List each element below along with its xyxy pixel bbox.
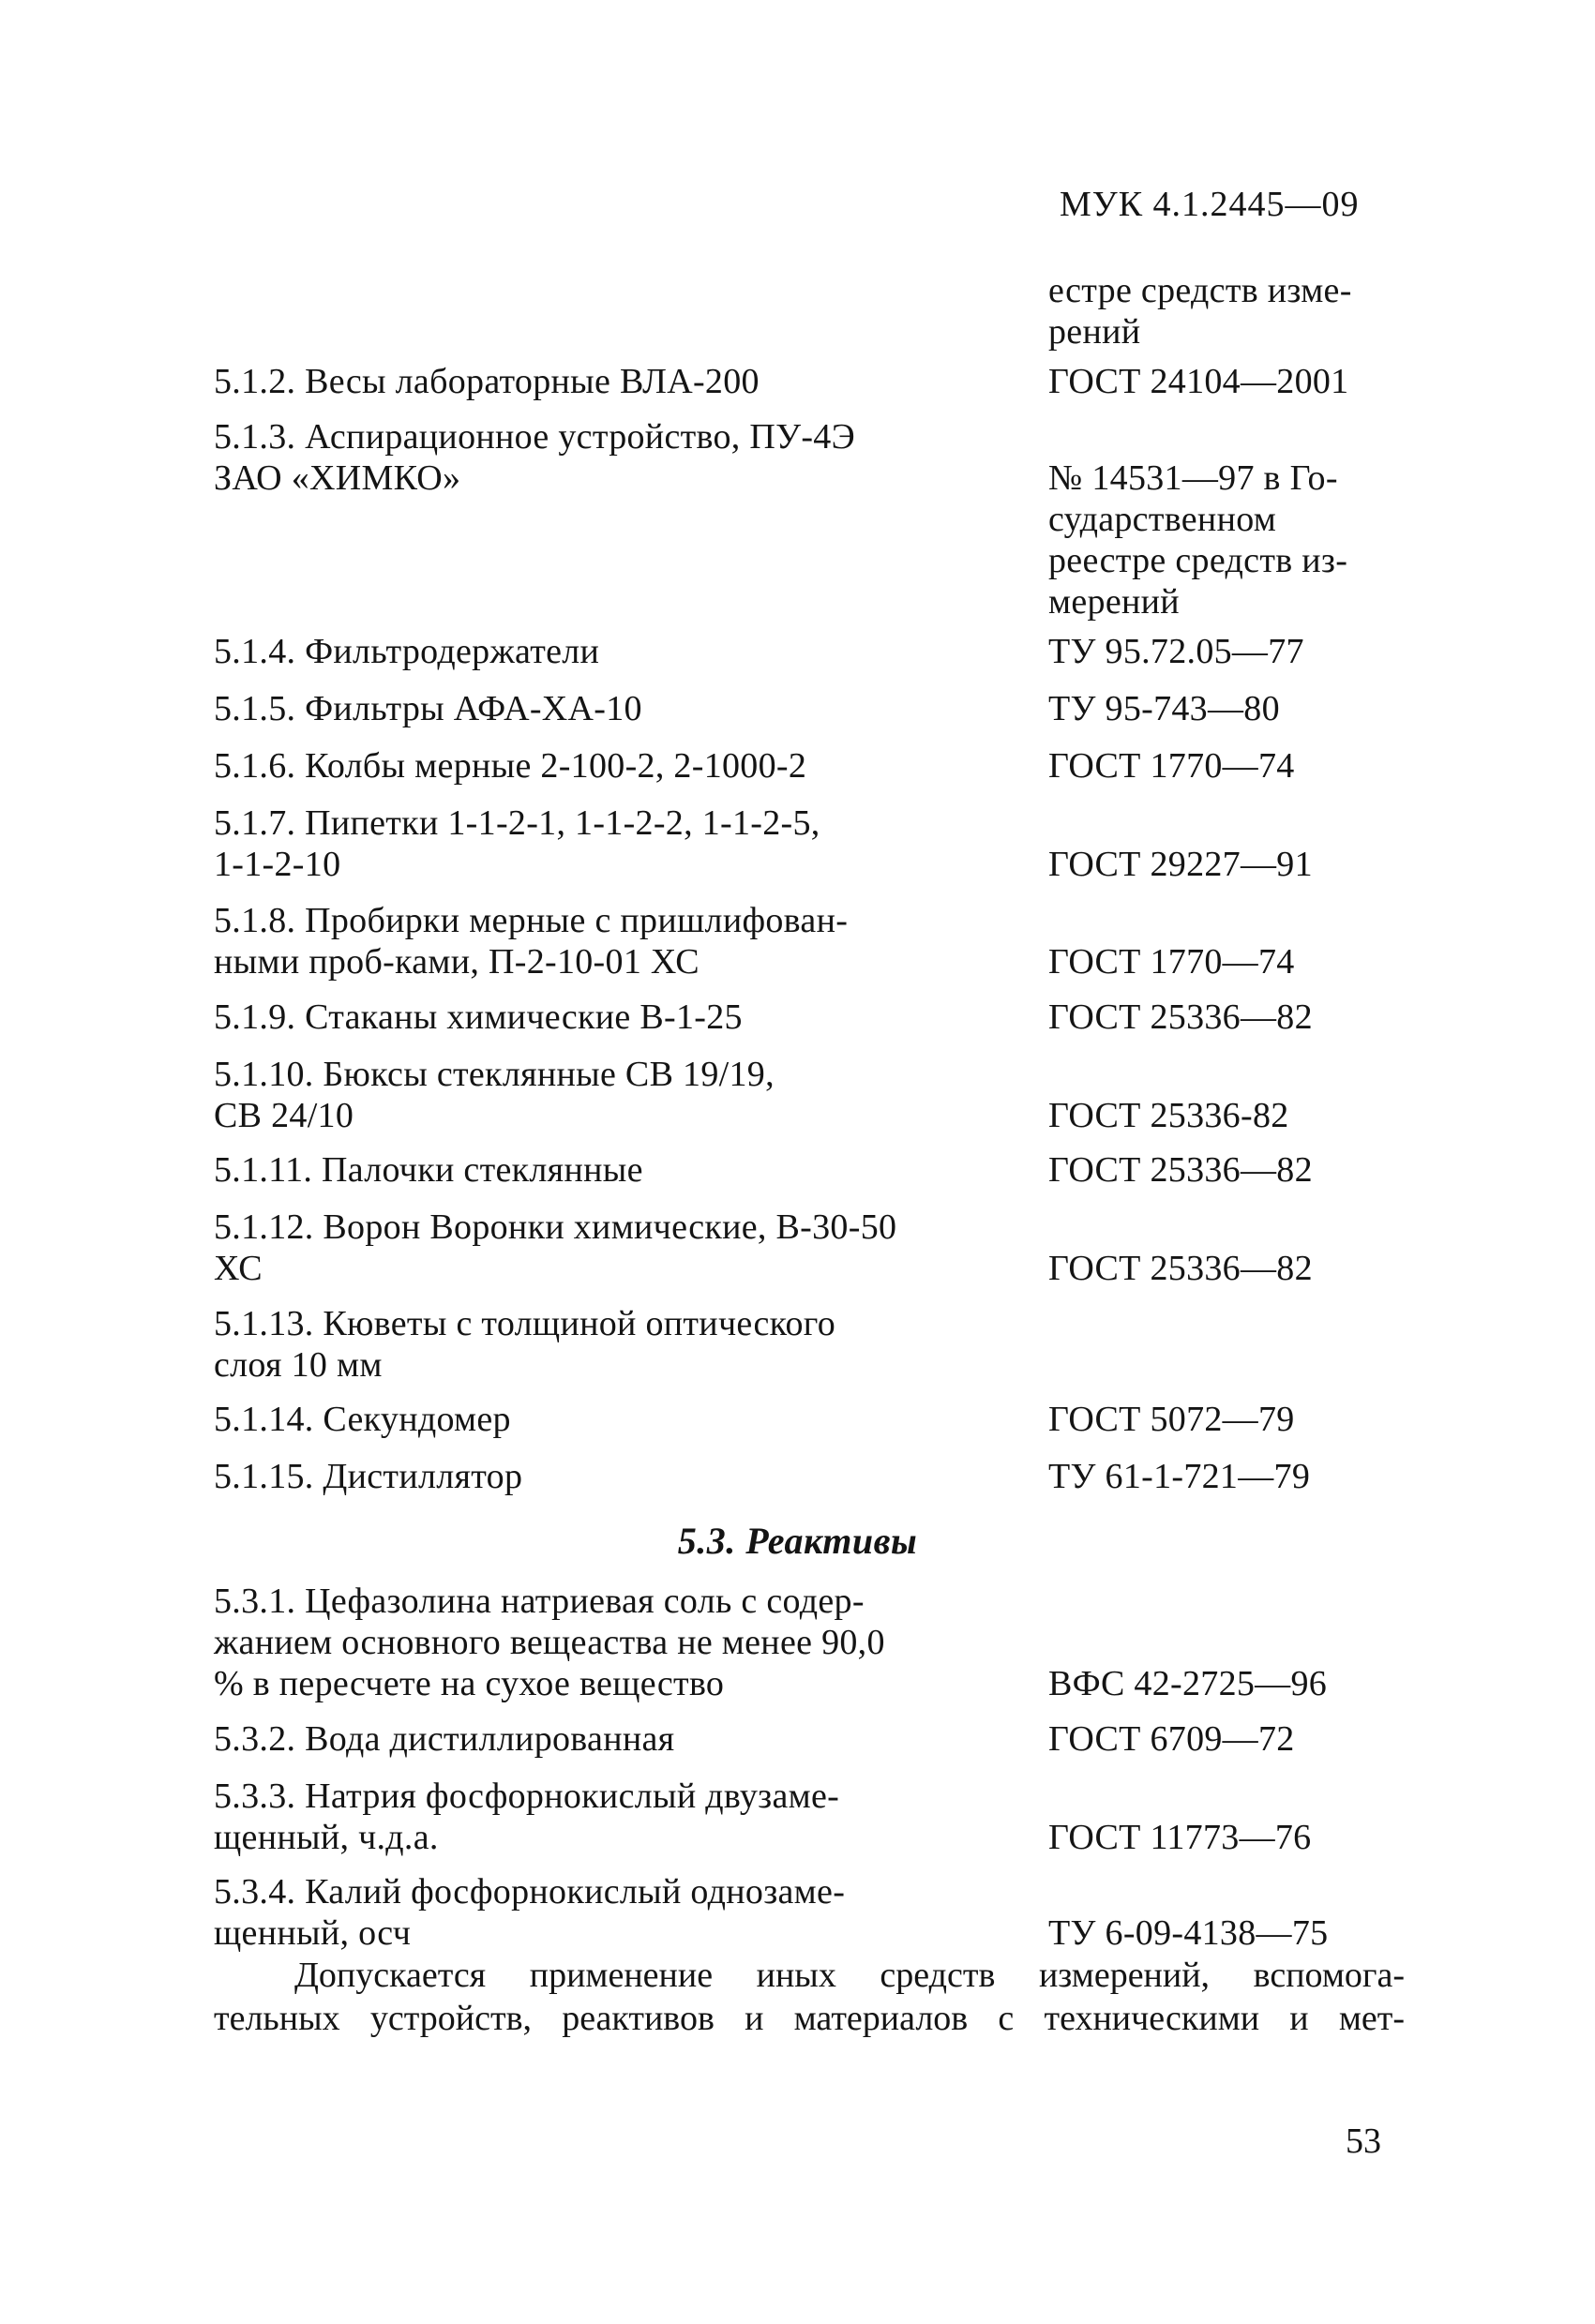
item-label-1: 5.1.2. Весы лабораторные ВЛА-200 xyxy=(214,362,760,401)
closing-paragraph xyxy=(214,1954,1405,2040)
item-standard-8: ГОСТ 25336—82 xyxy=(1048,997,1313,1037)
item-standard-9: ГОСТ 25336-82 xyxy=(1048,1096,1289,1135)
item-standard-14: ТУ 61-1-721—79 xyxy=(1048,1457,1311,1496)
reagent-label-2: 5.3.3. Натрия фосфорнокислый двузаме- щенный, ч.д.а. xyxy=(214,1777,840,1857)
reagent-label-0: 5.3.1. Цефазолина натриевая соль с содер- жанием основного вещеаства не менее 90,0 % в пересчете на сухое вещество xyxy=(214,1582,885,1703)
section-title: 5.3. Реактивы xyxy=(677,1520,918,1562)
item-label-10: 5.1.11. Палочки стеклянные xyxy=(214,1150,643,1190)
item-standard-0: естре средств изме- рений xyxy=(1048,271,1352,352)
item-standard-4: ТУ 95-743—80 xyxy=(1048,689,1280,728)
reagent-standard-1: ГОСТ 6709—72 xyxy=(1048,1719,1295,1759)
item-label-14: 5.1.15. Дистиллятор xyxy=(214,1457,523,1496)
document-code-header: МУК 4.1.2445—09 xyxy=(1060,185,1360,224)
item-standard-10: ГОСТ 25336—82 xyxy=(1048,1150,1313,1190)
item-label-2: 5.1.3. Аспирационное устройство, ПУ-4Э ЗАО «ХИМКО» xyxy=(214,417,855,498)
item-standard-5: ГОСТ 1770—74 xyxy=(1048,746,1295,786)
item-standard-2: № 14531—97 в Го- сударственном реестре средств из- мерений xyxy=(1048,458,1348,622)
page-number: 53 xyxy=(1346,2122,1381,2161)
item-label-8: 5.1.9. Стаканы химические В-1-25 xyxy=(214,997,743,1037)
item-label-6: 5.1.7. Пипетки 1-1-2-1, 1-1-2-2, 1-1-2-5, 1-1-2-10 xyxy=(214,803,820,884)
item-standard-6: ГОСТ 29227—91 xyxy=(1048,845,1313,884)
reagent-standard-2: ГОСТ 11773—76 xyxy=(1048,1818,1312,1857)
item-standard-13: ГОСТ 5072—79 xyxy=(1048,1400,1295,1439)
reagent-label-1: 5.3.2. Вода дистиллированная xyxy=(214,1719,675,1759)
item-label-13: 5.1.14. Секундомер xyxy=(214,1400,511,1439)
paragraph-line-2: тельных устройств, реактивов и материалов с техническими и мет- xyxy=(214,1999,1405,2038)
item-label-7: 5.1.8. Пробирки мерные с пришлифован- ными проб-ками, П-2-10-01 ХС xyxy=(214,901,849,982)
item-label-3: 5.1.4. Фильтродержатели xyxy=(214,632,600,671)
paragraph-line-1: Допускается применение иных средств измерений, вспомога- xyxy=(294,1956,1405,1995)
item-label-9: 5.1.10. Бюксы стеклянные СВ 19/19, СВ 24/10 xyxy=(214,1055,775,1135)
item-label-12: 5.1.13. Кюветы с толщиной оптического слоя 10 мм xyxy=(214,1304,835,1385)
item-label-4: 5.1.5. Фильтры АФА-ХА-10 xyxy=(214,689,642,728)
item-standard-1: ГОСТ 24104—2001 xyxy=(1048,362,1349,401)
item-standard-3: ТУ 95.72.05—77 xyxy=(1048,632,1304,671)
reagent-standard-3: ТУ 6-09-4138—75 xyxy=(1048,1913,1329,1953)
item-label-5: 5.1.6. Колбы мерные 2-100-2, 2-1000-2 xyxy=(214,746,807,786)
item-label-11: 5.1.12. Ворон Воронки химические, В-30-50 ХС xyxy=(214,1207,897,1288)
reagent-label-3: 5.3.4. Калий фосфорнокислый однозаме- щенный, осч xyxy=(214,1872,846,1953)
reagent-standard-0: ВФС 42-2725—96 xyxy=(1048,1664,1328,1703)
item-standard-7: ГОСТ 1770—74 xyxy=(1048,942,1295,982)
item-standard-11: ГОСТ 25336—82 xyxy=(1048,1249,1313,1288)
